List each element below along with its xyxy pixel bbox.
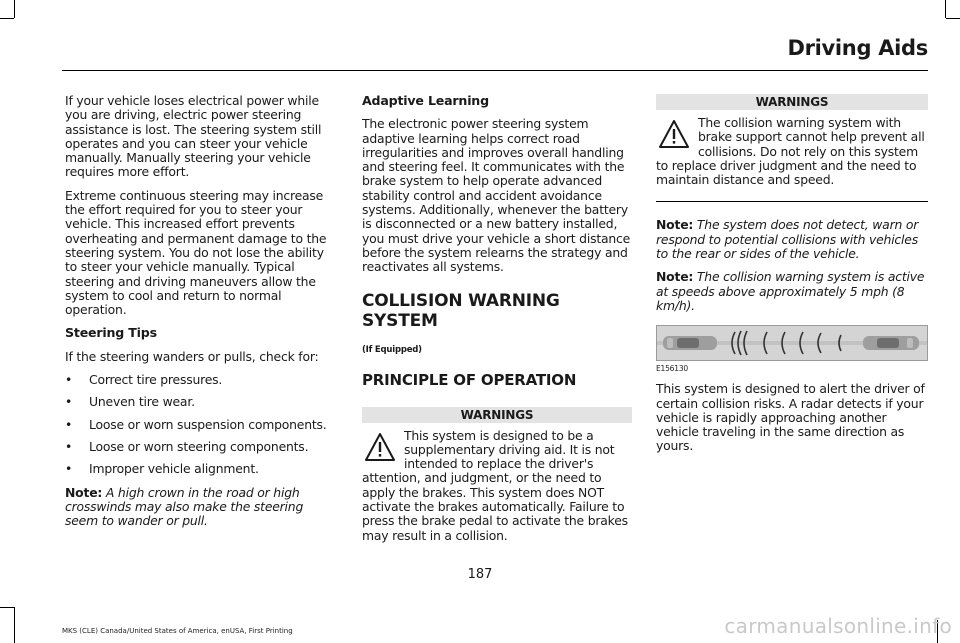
paragraph: The electronic power steering system adaptive learning helps correct road irregularities and improves overall handling and steering feel. It communicates with the brake system to help operate advanced stability control and accident avoidance systems. Additionally, whenever the battery is disconnected or a new battery installed, you must drive your vehicle a short distance before the system relearns the strategy and reactivates all systems. <box>362 116 631 275</box>
note <box>656 218 928 261</box>
vehicle-icon <box>663 336 717 350</box>
note-text: The collision warning system is active at speeds above approximately 5 mph (8 km/h). <box>656 269 925 313</box>
paragraph: Extreme continuous steering may increase the effort required for you to steer your vehicle. This increased effort prevents overheating and permanent damage to the steering system. You do not lose the ability to steer your vehicle manually. Typical steering and driving maneuvers allow the system to cool and return to normal operation. <box>65 187 327 318</box>
bullet-list <box>65 373 339 476</box>
column-right <box>656 94 928 463</box>
warning-text: This system is designed to be a supplementary driving aid. It is not intended to replace the driver's attention, and judgment, or the need to apply the brakes. This system does NOT activate the brakes automatically. Failure to press the brake pedal to activate the brakes may result in a collision. <box>362 427 628 543</box>
subheading-adaptive-learning: Adaptive Learning <box>362 93 489 108</box>
paragraph: If your vehicle loses electrical power while you are driving, electric power steering assistance is lost. The steering system still operates and you can steer your vehicle manually. Manually steering your vehicle requires more effort. <box>65 93 322 180</box>
crop-mark <box>14 607 15 643</box>
subheading-steering-tips: Steering Tips <box>65 325 157 341</box>
radar-illustration-graphic <box>657 326 927 360</box>
vehicle-icon <box>863 336 919 350</box>
list-item-text: Correct tire pressures. <box>89 372 223 388</box>
warnings-header: WARNINGS <box>656 94 928 110</box>
radar-vehicle-illustration <box>656 325 928 361</box>
bullet-icon: • <box>65 394 73 410</box>
warning-block <box>656 116 928 187</box>
crop-mark <box>945 0 946 18</box>
subsection-title: PRINCIPLE OF OPERATION <box>362 370 577 389</box>
if-equipped-label: (If Equipped) <box>362 344 422 355</box>
note <box>65 486 339 529</box>
list-item-text: Loose or worn suspension components. <box>89 416 327 432</box>
crop-mark <box>0 18 14 19</box>
paragraph: This system is designed to alert the driver of certain collision risks. A radar detects if your vehicle is rapidly approaching another vehicle traveling in the same direction as yours. <box>656 381 925 454</box>
bullet-icon: • <box>65 438 73 454</box>
watermark: carmanualsonline.info <box>724 614 952 638</box>
column-middle <box>362 94 632 543</box>
list-item-text: Loose or worn steering components. <box>89 438 309 454</box>
list-item-text: Improper vehicle alignment. <box>89 461 259 477</box>
warning-divider <box>656 201 928 202</box>
note-label: Note: <box>65 484 103 500</box>
list-item-text: Uneven tire wear. <box>89 394 195 410</box>
warning-text: The collision warning system with brake support cannot help prevent all collisions. Do not rely on this system to replace driver judgment and the need to maintain distance and speed. <box>656 115 925 188</box>
list-item <box>65 462 339 476</box>
bullet-icon: • <box>65 372 73 388</box>
list-item <box>65 418 339 432</box>
note-label: Note: <box>656 217 694 233</box>
note-text: A high crown in the road or high crosswinds may also make the steering seem to wander or pull. <box>65 484 304 529</box>
figure-id: E156130 <box>656 364 688 374</box>
paragraph: If the steering wanders or pulls, check for: <box>65 348 319 364</box>
list-item <box>65 395 339 409</box>
bullet-icon: • <box>65 461 73 477</box>
warning-triangle-icon <box>364 432 396 462</box>
page-number: 187 <box>467 567 493 582</box>
note <box>656 270 928 313</box>
list-item <box>65 440 339 454</box>
note-text: The system does not detect, warn or respond to potential collisions with vehicles to the rear or sides of the vehicle. <box>656 217 919 262</box>
warning-block <box>362 429 632 543</box>
crop-mark <box>0 607 14 608</box>
note-label: Note: <box>656 269 694 285</box>
page-title: Driving Aids <box>787 36 928 60</box>
column-left <box>65 94 339 537</box>
crop-mark <box>946 18 960 19</box>
list-item <box>65 373 339 387</box>
warning-triangle-icon <box>658 119 690 149</box>
section-title: COLLISION WARNING SYSTEM <box>362 290 560 331</box>
crop-mark <box>14 0 15 18</box>
bullet-icon: • <box>65 416 73 432</box>
warnings-header: WARNINGS <box>362 407 632 423</box>
header-divider <box>62 70 928 71</box>
footer-text: MKS (CLE) Canada/United States of America, enUSA, First Printing <box>62 627 293 635</box>
